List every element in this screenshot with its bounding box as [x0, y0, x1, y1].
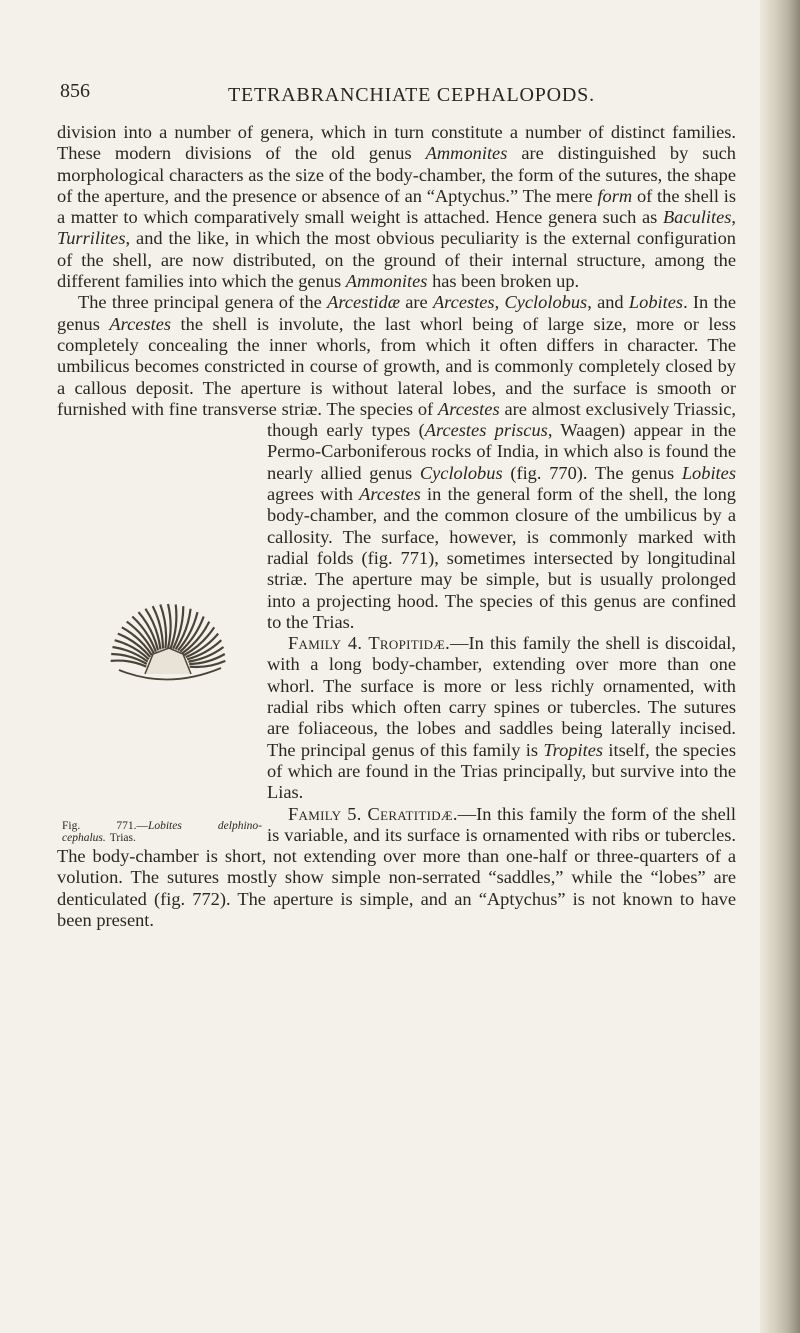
page-header — [60, 80, 740, 110]
paragraph-2: The three principal genera of the Arcestidæ are Arcestes, Cyclolobus, and Lobites. In the genus Arcestes the shell is involute, the last whorl being of large size, more or less completely concealing the inner whorls, from which it often differs in character. The umbilicus becomes constricted in course of growth, and is commonly completely closed by a callous deposit. The aperture is without lateral lobes, and the surface is smooth or furnished with fine transverse striæ. The species of Arcestes are almost exclusively Triassic, though early types ( Fig. 771.—Lobites delphino-cephalus. Trias. Arcestes priscus, Waagen) appear in the Permo-Carboniferous rocks of India, in which also is found the nearly allied genus Cyclolobus (fig. 770). The genus Lobites agrees with Arcestes in the general form of the shell, the long body-chamber, and the common closure of the umbilicus by a callosity. The surface, however, is commonly marked with radial folds (fig. 771), sometimes intersected by longitudinal striæ. The aperture may be simple, but is usually prolonged into a projecting hood. The species of this genus are confined to the Trias. — [57, 292, 736, 845]
page-gutter-edge — [760, 0, 800, 1333]
page-number: 856 — [60, 80, 90, 102]
running-head: TETRABRANCHIATE CEPHALOPODS. — [228, 84, 595, 106]
family-heading: Family 4. Tropitidæ. — [288, 633, 451, 654]
body-text — [57, 122, 736, 931]
shell-rib — [168, 604, 171, 648]
lobites-shell-illustration — [97, 562, 239, 687]
family-heading: Family 5. Ceratitidæ. — [288, 803, 458, 824]
figure-caption: Fig. 771.—Lobites delphino-cephalus. Trias. — [62, 820, 262, 845]
paragraph-3: Family 4. Tropitidæ.—In this family the shell is discoidal, with a long body-chamber, extending over more than one whorl. The surface is more or less richly ornamented, with radial ribs which often carry spines or tubercles. The sutures are foliaceous, the lobes and saddles being laterally incised. The principal genus of this family is Tropites itself, the species of which are found in the Trias principally, but survive into the Lias. — [267, 633, 736, 803]
paragraph-1: division into a number of genera, which in turn constitute a number of distinct families. These modern divisions of the old genus Ammonites are distinguished by such morphological characters as the size of the body-chamber, the form of the sutures, the shape of the aperture, and the presence or absence of an “Aptychus.” The mere form of the shell is a matter to which comparatively small weight is attached. Hence genera such as Baculites, Turrilites, and the like, in which the most obvious peculiarity is the external configuration of the shell, are now distributed, on the ground of their internal structure, among the different families into which the genus Ammonites has been broken up. — [57, 122, 737, 292]
figure-771 — [57, 420, 262, 845]
paragraph-4: Family 5. Ceratitidæ.—In this family the form of the shell is variable, and its surface is ornamented with ribs or tubercles. The body-chamber is short, not extending over more than one-half or three-quarters of a volution. The sutures mostly show simple non-serrated “saddles,” while the “lobes” are denticulated (fig. 772). The aperture is simple, and an “Aptychus” is not known to have been present. — [57, 803, 736, 930]
